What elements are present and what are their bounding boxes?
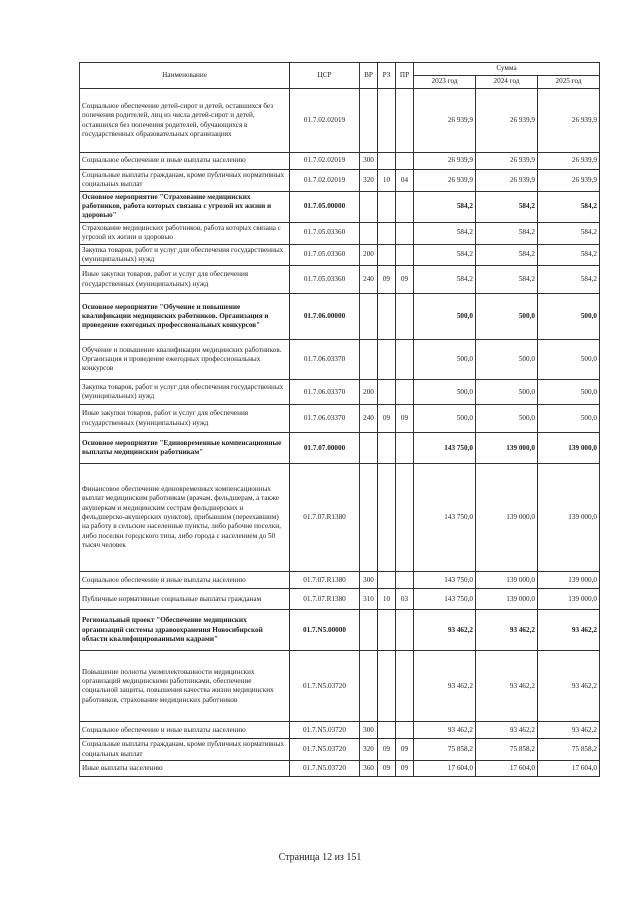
cell-pr	[396, 722, 414, 739]
cell-csr: 01.7.02.02019	[290, 89, 360, 153]
header-csr: ЦСР	[290, 63, 360, 89]
cell-pr	[396, 380, 414, 405]
cell-rz	[378, 222, 396, 244]
table-row	[80, 651, 600, 722]
cell-2023: 143 750,0	[414, 589, 476, 610]
cell-2023: 93 462,2	[414, 610, 476, 651]
cell-csr: 01.7.07.00000	[290, 433, 360, 464]
table-row	[80, 340, 600, 380]
cell-2024: 584,2	[476, 244, 538, 266]
cell-rz	[378, 294, 396, 340]
cell-2025: 584,2	[538, 222, 600, 244]
cell-rz: 10	[378, 589, 396, 610]
cell-vr: 360	[360, 760, 378, 776]
cell-2023: 26 939,9	[414, 153, 476, 170]
cell-2025: 93 462,2	[538, 651, 600, 722]
cell-csr: 01.7.06.03370	[290, 405, 360, 433]
cell-2024: 139 000,0	[476, 589, 538, 610]
cell-name: Социальное обеспечение и иные выплаты населению	[80, 722, 290, 739]
cell-rz	[378, 572, 396, 589]
table-row	[80, 760, 600, 776]
cell-name: Закупка товаров, работ и услуг для обеспечения государственных (муниципальных) нужд	[80, 244, 290, 266]
cell-rz	[378, 89, 396, 153]
cell-rz: 09	[378, 760, 396, 776]
cell-2023: 143 750,0	[414, 572, 476, 589]
cell-pr	[396, 651, 414, 722]
header-name: Наименование	[80, 63, 290, 89]
table-row	[80, 266, 600, 294]
cell-vr	[360, 464, 378, 572]
cell-name: Страхование медицинских работников, работа которых связана с угрозой их жизни и здоровью	[80, 222, 290, 244]
cell-name: Иные выплаты населению	[80, 760, 290, 776]
cell-2025: 139 000,0	[538, 433, 600, 464]
cell-rz	[378, 433, 396, 464]
cell-2024: 584,2	[476, 191, 538, 222]
cell-2023: 500,0	[414, 405, 476, 433]
cell-pr	[396, 340, 414, 380]
table-row	[80, 191, 600, 222]
cell-2025: 500,0	[538, 294, 600, 340]
cell-csr: 01.7.N5.00000	[290, 610, 360, 651]
cell-2024: 500,0	[476, 405, 538, 433]
table-row	[80, 572, 600, 589]
cell-2025: 139 000,0	[538, 589, 600, 610]
cell-name: Публичные нормативные социальные выплаты гражданам	[80, 589, 290, 610]
table-row	[80, 153, 600, 170]
header-year-2025: 2025 год	[538, 76, 600, 89]
cell-vr: 300	[360, 153, 378, 170]
cell-pr	[396, 244, 414, 266]
table-row	[80, 610, 600, 651]
cell-rz	[378, 340, 396, 380]
cell-name: Социальные выплаты гражданам, кроме публичных нормативных социальных выплат	[80, 170, 290, 192]
table-row	[80, 380, 600, 405]
cell-2025: 500,0	[538, 405, 600, 433]
cell-pr	[396, 433, 414, 464]
cell-csr: 01.7.05.00000	[290, 191, 360, 222]
cell-vr: 300	[360, 722, 378, 739]
table-row	[80, 294, 600, 340]
table-row	[80, 433, 600, 464]
cell-name: Иные закупки товаров, работ и услуг для обеспечения государственных (муниципальных) нужд	[80, 405, 290, 433]
cell-pr: 03	[396, 589, 414, 610]
cell-csr: 01.7.N5.03720	[290, 739, 360, 761]
cell-2025: 93 462,2	[538, 722, 600, 739]
cell-rz	[378, 153, 396, 170]
cell-2023: 500,0	[414, 340, 476, 380]
cell-2025: 139 000,0	[538, 572, 600, 589]
cell-2023: 75 858,2	[414, 739, 476, 761]
budget-table	[79, 62, 600, 777]
cell-2024: 139 000,0	[476, 433, 538, 464]
table-row	[80, 589, 600, 610]
header-pr: ПР	[396, 63, 414, 89]
table-row	[80, 464, 600, 572]
cell-pr	[396, 191, 414, 222]
table-row	[80, 89, 600, 153]
cell-2023: 500,0	[414, 380, 476, 405]
cell-2023: 143 750,0	[414, 464, 476, 572]
cell-csr: 01.7.06.03370	[290, 340, 360, 380]
cell-vr	[360, 610, 378, 651]
cell-csr: 01.7.07.R1380	[290, 464, 360, 572]
cell-2024: 26 939,9	[476, 89, 538, 153]
page-number: Страница 12 из 151	[278, 852, 362, 863]
cell-name: Финансовое обеспечение единовременных компенсационных выплат медицинским работникам (врачам, фельдшерам, а также акушеркам и медицинским сестрам фельдшерских и фельдшерско-акушерских пунктов), прибывшим (переехавшим) на работу в сельские населенные пункты, либо рабочие поселки, либо поселки городского типа, либо города с населением до 50 тысяч человек	[80, 464, 290, 572]
cell-2023: 143 750,0	[414, 433, 476, 464]
cell-csr: 01.7.N5.03720	[290, 722, 360, 739]
cell-csr: 01.7.07.R1380	[290, 589, 360, 610]
cell-2024: 93 462,2	[476, 651, 538, 722]
cell-2024: 500,0	[476, 380, 538, 405]
cell-pr	[396, 89, 414, 153]
cell-csr: 01.7.06.03370	[290, 380, 360, 405]
cell-2024: 139 000,0	[476, 572, 538, 589]
cell-2023: 500,0	[414, 294, 476, 340]
cell-2025: 17 604,0	[538, 760, 600, 776]
header-rz: РЗ	[378, 63, 396, 89]
cell-2025: 93 462,2	[538, 610, 600, 651]
cell-vr: 310	[360, 589, 378, 610]
cell-pr	[396, 294, 414, 340]
table-row	[80, 722, 600, 739]
cell-name: Иные закупки товаров, работ и услуг для обеспечения государственных (муниципальных) нужд	[80, 266, 290, 294]
cell-2023: 93 462,2	[414, 722, 476, 739]
cell-rz: 09	[378, 266, 396, 294]
header-year-2024: 2024 год	[476, 76, 538, 89]
cell-vr: 200	[360, 244, 378, 266]
cell-2025: 75 858,2	[538, 739, 600, 761]
cell-name: Закупка товаров, работ и услуг для обеспечения государственных (муниципальных) нужд	[80, 380, 290, 405]
cell-2024: 584,2	[476, 222, 538, 244]
cell-2025: 26 939,9	[538, 153, 600, 170]
cell-vr	[360, 89, 378, 153]
cell-vr: 300	[360, 572, 378, 589]
cell-name: Социальное обеспечение и иные выплаты населению	[80, 572, 290, 589]
cell-csr: 01.7.06.00000	[290, 294, 360, 340]
cell-name: Основное мероприятие "Страхование медицинских работников, работа которых связана с угрозой их жизни и здоровью"	[80, 191, 290, 222]
cell-name: Социальное обеспечение детей-сирот и детей, оставшихся без попечения родителей, лиц из числа детей-сирот и детей, оставшихся без попечения родителей, обучающихся в государственных образовательных организациях	[80, 89, 290, 153]
cell-vr	[360, 651, 378, 722]
cell-rz	[378, 722, 396, 739]
cell-name: Основное мероприятие "Единовременные компенсационные выплаты медицинским работникам"	[80, 433, 290, 464]
header-vr: ВР	[360, 63, 378, 89]
table-row	[80, 405, 600, 433]
cell-name: Региональный проект "Обеспечение медицинских организаций системы здравоохранения Новосибирской области квалифицированными кадрами"	[80, 610, 290, 651]
cell-2023: 26 939,9	[414, 170, 476, 192]
cell-pr: 09	[396, 405, 414, 433]
cell-2023: 584,2	[414, 266, 476, 294]
cell-pr	[396, 153, 414, 170]
cell-2023: 584,2	[414, 191, 476, 222]
cell-csr: 01.7.N5.03720	[290, 651, 360, 722]
cell-vr	[360, 294, 378, 340]
cell-2025: 500,0	[538, 380, 600, 405]
cell-pr: 04	[396, 170, 414, 192]
cell-2025: 26 939,9	[538, 89, 600, 153]
cell-2024: 584,2	[476, 266, 538, 294]
cell-2025: 500,0	[538, 340, 600, 380]
cell-csr: 01.7.02.02019	[290, 153, 360, 170]
cell-2025: 139 000,0	[538, 464, 600, 572]
cell-csr: 01.7.N5.03720	[290, 760, 360, 776]
cell-2025: 584,2	[538, 266, 600, 294]
cell-name: Основное мероприятие "Обучение и повышение квалификации медицинских работников. Организация и проведение ежегодных профессиональных конкурсов"	[80, 294, 290, 340]
cell-rz	[378, 191, 396, 222]
table-row	[80, 170, 600, 192]
cell-csr: 01.7.05.03360	[290, 222, 360, 244]
cell-csr: 01.7.05.03360	[290, 266, 360, 294]
table-row	[80, 244, 600, 266]
cell-2024: 93 462,2	[476, 722, 538, 739]
cell-csr: 01.7.02.02019	[290, 170, 360, 192]
cell-2025: 584,2	[538, 191, 600, 222]
header-year-2023: 2023 год	[414, 76, 476, 89]
cell-rz	[378, 610, 396, 651]
cell-rz	[378, 380, 396, 405]
cell-2024: 26 939,9	[476, 170, 538, 192]
cell-name: Социальные выплаты гражданам, кроме публичных нормативных социальных выплат	[80, 739, 290, 761]
cell-name: Обучение и повышение квалификации медицинских работников. Организация и проведение ежегодных профессиональных конкурсов	[80, 340, 290, 380]
cell-vr: 240	[360, 266, 378, 294]
cell-rz	[378, 651, 396, 722]
cell-2024: 93 462,2	[476, 610, 538, 651]
cell-vr	[360, 191, 378, 222]
table-row	[80, 222, 600, 244]
cell-2024: 500,0	[476, 294, 538, 340]
table-header	[80, 63, 600, 89]
cell-name: Повышение полноты укомплектованности медицинских организаций медицинскими работниками, обеспечение социальной защиты, повышения качества жизни медицинских работников, страхование медицинских работников	[80, 651, 290, 722]
cell-2024: 17 604,0	[476, 760, 538, 776]
cell-vr	[360, 222, 378, 244]
cell-csr: 01.7.07.R1380	[290, 572, 360, 589]
cell-rz: 09	[378, 405, 396, 433]
cell-2023: 584,2	[414, 222, 476, 244]
cell-rz	[378, 244, 396, 266]
cell-vr	[360, 433, 378, 464]
cell-rz: 10	[378, 170, 396, 192]
cell-csr: 01.7.05.03360	[290, 244, 360, 266]
cell-2023: 17 604,0	[414, 760, 476, 776]
cell-2024: 75 858,2	[476, 739, 538, 761]
cell-name: Социальное обеспечение и иные выплаты населению	[80, 153, 290, 170]
cell-vr: 320	[360, 170, 378, 192]
cell-pr: 09	[396, 266, 414, 294]
cell-2024: 500,0	[476, 340, 538, 380]
cell-vr: 200	[360, 380, 378, 405]
cell-2023: 584,2	[414, 244, 476, 266]
cell-2023: 26 939,9	[414, 89, 476, 153]
cell-2025: 584,2	[538, 244, 600, 266]
cell-pr: 09	[396, 760, 414, 776]
cell-2025: 26 939,9	[538, 170, 600, 192]
cell-pr	[396, 464, 414, 572]
cell-2024: 139 000,0	[476, 464, 538, 572]
cell-pr	[396, 222, 414, 244]
cell-pr	[396, 610, 414, 651]
cell-2023: 93 462,2	[414, 651, 476, 722]
cell-pr	[396, 572, 414, 589]
cell-vr: 320	[360, 739, 378, 761]
table-row	[80, 739, 600, 761]
cell-vr	[360, 340, 378, 380]
header-sum: Сумма	[414, 63, 600, 76]
table-body	[80, 89, 600, 777]
cell-rz: 09	[378, 739, 396, 761]
cell-2024: 26 939,9	[476, 153, 538, 170]
cell-rz	[378, 464, 396, 572]
cell-pr: 09	[396, 739, 414, 761]
cell-vr: 240	[360, 405, 378, 433]
